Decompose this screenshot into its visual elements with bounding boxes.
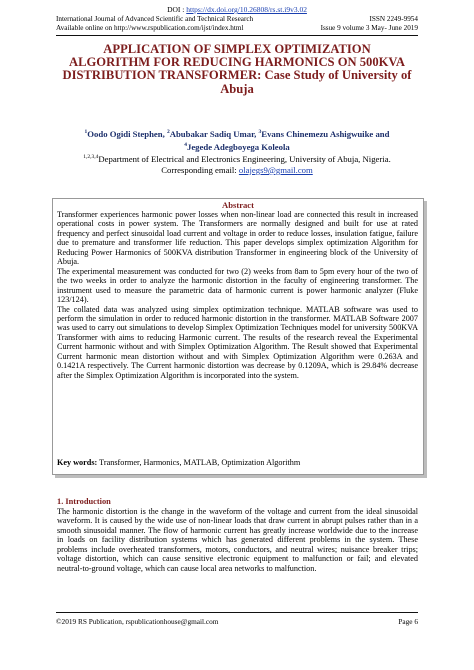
affiliation-text: Department of Electrical and Electronics Engineering, University of Abuja, Nigeria. — [98, 153, 391, 164]
authors — [60, 127, 414, 153]
footer-copyright: ©2019 RS Publication, rspublicationhouse@gmail.com — [56, 617, 219, 626]
abstract-body — [57, 210, 418, 380]
header-rule — [56, 35, 418, 36]
keywords-label: Key words: — [57, 458, 98, 467]
affiliation-sup: 1,2,3,4 — [83, 154, 99, 160]
abstract-paragraph: Transformer experiences harmonic power losses when non-linear load are connected this result in increased operational costs in power system. The Transformers are normally designed and built for use at rated frequency and perfect sinusoidal load current and voltage in order to reduce losses, insulation fatigue, failure due to premature and transformer life reduction. This paper develops simplex optimization Algorithm for Reducing Power Harmonics of 500KVA distribution Transformer in engineering block of the University of Abuja. — [57, 210, 418, 267]
author-sup: 2 — [166, 129, 170, 135]
author-4: Jegede Adegboyega Koleola — [186, 141, 290, 152]
author-3: Evans Chinemezu Ashigwuike and — [261, 128, 390, 139]
title-line: APPLICATION OF SIMPLEX OPTIMIZATION — [103, 42, 371, 56]
keywords — [57, 458, 418, 467]
header-row-1 — [56, 15, 418, 23]
abstract-paragraph: The experimental measurement was conducted for two (2) weeks from 8am to 5pm every hour of the two of the two weeks in order to analyze the harmonic distortion in the faculty of engineering transformer. The instrument used to measure the parametric data of harmonic current is power harmonic analyzer (Fluke 123/124). — [57, 266, 418, 305]
affiliation — [60, 152, 414, 176]
corresponding-label: Corresponding email: — [161, 164, 239, 175]
issue-info: Issue 9 volume 3 May- June 2019 — [320, 24, 418, 32]
keywords-list: Transformer, Harmonics, MATLAB, Optimization Algorithm — [97, 458, 301, 467]
introduction-heading: 1. Introduction — [57, 497, 111, 506]
corresponding-email-link[interactable]: olajegs9@gmail.com — [238, 164, 313, 175]
introduction-text: The harmonic distortion is the change in the waveform of the voltage and current from the ideal sinusoidal waveform. It is caused by the wide use of non-linear loads that draw current in abrupt pulses rather than in a smooth sinusoidal manner. The flow of harmonic current has greatly increase worldwide due to the increase in loads on facility distribution systems which has generated different problems in the system. These problems include overheated transformers, motors, conductors, and neutral wires; nuisance breaker trips; voltage distortion, which can cause sensitive electronic equipment to malfunction or fail; and elevated neutral-to-ground voltage, which can cause local area networks to malfunction. — [57, 507, 418, 573]
author-sup: 1 — [84, 129, 88, 135]
doi-link[interactable]: https://dx.doi.org/10.26808/rs.st.i9v3.02 — [186, 5, 307, 14]
title-line: DISTRIBUTION TRANSFORMER: Case Study of University of — [62, 68, 412, 83]
paper-title — [48, 43, 426, 96]
availability-link[interactable]: Available online on http://www.rspublication.com/ijst/index.html — [56, 24, 244, 32]
journal-name: International Journal of Advanced Scientific and Technical Research — [56, 15, 254, 23]
doi-line — [0, 5, 474, 14]
author-2: Abubakar Sadiq Umar, — [169, 128, 257, 139]
footer-rule — [56, 612, 418, 613]
title-line: Abuja — [220, 81, 254, 96]
title-line: ALGORITHM FOR REDUCING HARMONICS ON 500KVA — [69, 55, 405, 70]
page-number: Page 6 — [398, 617, 418, 626]
footer — [56, 617, 418, 626]
abstract-heading: Abstract — [222, 200, 254, 210]
author-sup: 3 — [258, 129, 262, 135]
author-1: Oodo Ogidi Stephen, — [87, 128, 165, 139]
header-row-2 — [56, 24, 418, 32]
abstract-paragraph: The collated data was analyzed using simplex optimization technique. MATLAB software was used to perform the simulation in order to reduced harmonic distortion in the transformer. MATLAB Software 2007 was used to carry out simulations to develop Simplex Optimization Techniques model for university 500KVA Transformer with aims to reducing Harmonic current. The results of the research reveal the Experimental Current harmonic without and with Simplex Optimization Algorithm. The Result showed that Experimental Current harmonic mean distortion without and with Simplex Optimization Algorithm were 0.263A and 0.1421A respectively. The Current harmonic distortion was decrease by 0.1209A, which is 29.84% decrease after the Simplex Optimization Algorithm is incorporated into the system. — [57, 304, 418, 380]
issn: ISSN 2249-9954 — [369, 15, 418, 23]
doi-prefix: DOI : — [167, 5, 187, 14]
author-sup: 4 — [184, 141, 187, 148]
